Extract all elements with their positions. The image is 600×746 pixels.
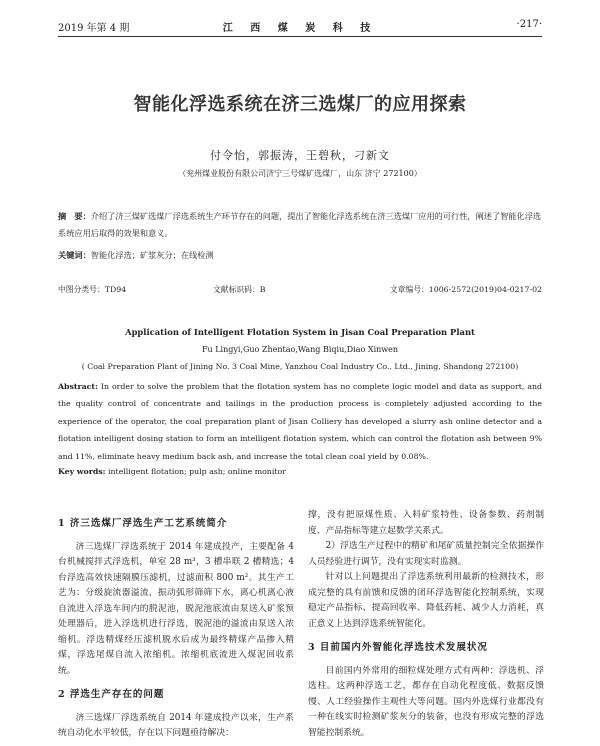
issue-label: 2019 年第 4 期 (58, 23, 130, 34)
solution-paragraph: 针对以上问题提出了浮选系统利用最新的检测技术，形成完整的具有前馈和反馈的闭环浮选智能化控制系统，实现稳定产品指标、提高回收率、降低药耗、减少人力消耗，真正意义上达到浮选系统智能化。 (308, 572, 544, 629)
english-abstract-label: Abstract: (58, 382, 98, 391)
english-keywords-label: Key words: (58, 467, 106, 476)
paper-title: 智能化浮选系统在济三选煤厂的应用探索 (133, 94, 467, 115)
cn-keywords-text: 智能化浮选；矿浆灰分；在线检测 (90, 250, 214, 260)
continued-paragraph: 撑，没有把原煤性质、入料矿浆特性、设备参数、药剂制度、产品指标等建立起数学关系式。 (308, 510, 544, 536)
page-number: ·217· (516, 19, 542, 30)
problem-item-2: 2）浮选生产过程中的精矿和尾矿质量控制完全依据操作人员经验进行调节，没有实现实时监测。 (308, 541, 544, 567)
english-abstract-text: In order to solve the problem that the flotation system has no complete logic model and data as support, and the quality control of concentrate and tailings in the production process is completely adjusted according to the experience of the operator, the coal preparation plant of Jisan Colliery has developed a slurry ash online detector and a flotation intelligent dosing station to form an intelligent flotation system, which can control the flotation ash between 9% and 11%, eliminate heavy medium back ash, and increase the total clean coal yield by 0.08%. (58, 382, 542, 461)
section-2-paragraph: 济三选煤厂浮选系统自 2014 年建成投产以来，生产系统自动化水平较低，存在以下问题亟待解决： (58, 712, 294, 738)
document-code: 文献标识码：B (213, 285, 266, 294)
cn-abstract-label: 摘 要： (58, 211, 91, 221)
section-1-paragraph: 济三选煤厂浮选系统于 2014 年建成投产，主要配备 4 台机械搅拌式浮选机，单室 28 m³，3 槽串联 2 槽精选；4 台浮选高效快速隔膜压滤机，过滤面积 800 m²。其生产工艺为：分级旋流器溢流，振动弧形筛筛下水，离心机离心液自流进入浮选车间内的脱泥池，脱泥池底流由泵送入矿浆预处理器后，进入浮选机进行浮选，脱泥池的溢流由泵送入浓缩机。浮选精煤经压滤机脱水后成为最终精煤产品掺入精煤，浮选尾煤自流入浓缩机。浓缩机底流进入煤泥回收系统。 (58, 541, 294, 676)
english-affiliation: ( Coal Preparation Plant of Jining No. 3 Coal Mine, Yanzhou Coal Industry Co., Ltd., Jining, Shandong 272100) (81, 362, 519, 371)
section-heading-3: 3 目前国内外智能化浮选技术发展状况 (308, 642, 488, 653)
cn-abstract (58, 208, 542, 242)
cn-abstract-text: 介绍了济三煤矿选煤厂浮选系统生产环节存在的问题，提出了智能化浮选系统在济三选煤厂应用的可行性，阐述了智能化浮选系统应用后取得的效果和意义。 (58, 211, 542, 238)
cn-keywords (58, 247, 542, 264)
english-authors: Fu Lingyi,Guo Zhentao,Wang Biqiu,Diao Xinwen (201, 345, 399, 354)
section-3-paragraph: 目前国内外常用的细粒煤处理方式有两种：浮选机、浮选柱。这两种浮选工艺，都存在自动化程度低、数据反馈慢、人工经验操作主观性大等问题。国内外选煤行业都没有一种在线实时检测矿浆灰分的装备，也没有形成完整的浮选智能控制系统。 (308, 665, 544, 738)
class-number: 中图分类号：TD94 (58, 285, 127, 294)
right-column (308, 508, 544, 741)
journal-name: 江 西 煤 炭 科 技 (222, 23, 378, 34)
author-list: 付令怡，郭振涛，王碧秋，刁新文 (210, 149, 390, 162)
affiliation: （兖州煤业股份有限公司济宁三号煤矿选煤厂，山东 济宁 272100） (178, 169, 422, 178)
article-number: 文章编号：1006-2572(2019)04-0217-02 (389, 285, 542, 294)
left-column (58, 510, 294, 742)
section-heading-2: 2 浮选生产存在的问题 (58, 689, 165, 700)
cn-keywords-label: 关键词： (58, 250, 91, 260)
running-header (58, 16, 542, 34)
classification-row (58, 284, 542, 298)
header-rule (58, 36, 542, 37)
english-abstract (58, 378, 542, 465)
english-title: Application of Intelligent Flotation System in Jisan Coal Preparation Plant (125, 327, 475, 337)
english-keywords-text: intelligent flotation; pulp ash; online monitor (108, 467, 286, 476)
english-keywords (58, 467, 542, 476)
section-heading-1: 1 济三选煤厂浮选生产工艺系统简介 (58, 518, 228, 529)
